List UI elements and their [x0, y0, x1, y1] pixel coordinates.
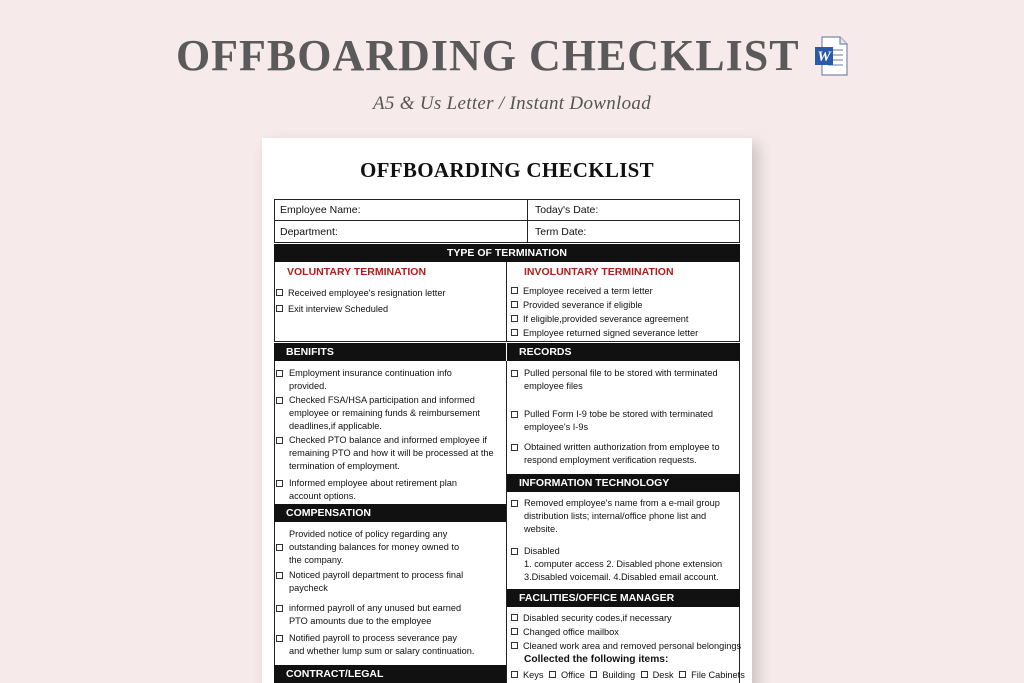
checkbox[interactable]	[276, 480, 283, 487]
list-item[interactable]: Changed office mailbox	[511, 626, 619, 639]
checkbox[interactable]	[276, 289, 283, 296]
list-item[interactable]: Removed employee's name from a e-mail group distribution lists; internal/office phone list and website.	[511, 497, 720, 536]
list-item[interactable]: Received employee's resignation letter	[276, 287, 446, 300]
banner-title: OFFBOARDING CHECKLIST	[175, 31, 800, 80]
collected-building: Building	[602, 670, 636, 680]
voluntary-title: VOLUNTARY TERMINATION	[287, 266, 427, 278]
contract-legal-header: CONTRACT/LEGAL	[274, 665, 506, 683]
checkbox[interactable]	[276, 544, 283, 551]
checkbox[interactable]	[276, 635, 283, 642]
todays-date-field[interactable]: Today's Date:	[535, 204, 599, 216]
checkbox[interactable]	[276, 397, 283, 404]
checkbox[interactable]	[276, 305, 283, 312]
list-item[interactable]: Notified payroll to process severance pay and whether lump sum or salary continuation.	[276, 632, 474, 658]
employee-name-field[interactable]: Employee Name:	[280, 204, 361, 216]
list-item[interactable]: informed payroll of any unused but earned PTO amounts due to the employee	[276, 602, 461, 628]
type-of-termination-header: TYPE OF TERMINATION	[274, 244, 740, 262]
checkbox[interactable]	[679, 671, 686, 678]
checkbox[interactable]	[276, 437, 283, 444]
checkbox[interactable]	[511, 548, 518, 555]
collected-file-cabinets: File Cabinets	[691, 670, 745, 680]
list-item[interactable]: Employment insurance continuation info provided.	[276, 367, 452, 393]
list-item[interactable]: Provided notice of policy regarding any outstanding balances for money owned to the company.	[276, 528, 459, 567]
facilities-header: FACILITIES/OFFICE MANAGER	[507, 589, 740, 607]
list-item[interactable]: Exit interview Scheduled	[276, 303, 388, 316]
list-item[interactable]: Disabled security codes,if necessary	[511, 612, 672, 625]
list-item[interactable]: If eligible,provided severance agreement	[511, 313, 688, 326]
list-item[interactable]: Pulled personal file to be stored with terminated employee files	[511, 367, 718, 393]
checkbox[interactable]	[511, 287, 518, 294]
list-item[interactable]: Employee returned signed severance letter	[511, 327, 698, 340]
list-item[interactable]: Employee received a term letter	[511, 285, 653, 298]
collected-items-row	[511, 669, 745, 682]
collected-desk: Desk	[652, 670, 674, 680]
department-field[interactable]: Department:	[280, 226, 338, 238]
checkbox[interactable]	[511, 329, 518, 336]
records-header: RECORDS	[507, 343, 740, 361]
checklist-sheet	[262, 138, 752, 683]
banner-title-row	[0, 30, 1024, 81]
involuntary-title: INVOLUNTARY TERMINATION	[524, 266, 674, 278]
list-item[interactable]: Disabled 1. computer access 2. Disabled phone extension 3.Disabled voicemail. 4.Disabled email account.	[511, 545, 722, 584]
checkbox[interactable]	[641, 671, 648, 678]
collected-office: Office	[561, 670, 585, 680]
list-item[interactable]: Obtained written authorization from employee to respond employment verification requests.	[511, 441, 720, 467]
banner-subtitle: A5 & Us Letter / Instant Download	[372, 93, 651, 114]
checkbox[interactable]	[511, 315, 518, 322]
checkbox[interactable]	[549, 671, 556, 678]
checkbox[interactable]	[511, 628, 518, 635]
checkbox[interactable]	[590, 671, 597, 678]
collected-keys: Keys	[523, 670, 544, 680]
checkbox[interactable]	[276, 605, 283, 612]
list-item[interactable]: Noticed payroll department to process final paycheck	[276, 569, 463, 595]
checkbox[interactable]	[511, 301, 518, 308]
list-item[interactable]: Pulled Form I-9 tobe be stored with terminated employee's I-9s	[511, 408, 713, 434]
benefits-header: BENIFITS	[274, 343, 506, 361]
information-technology-header: INFORMATION TECHNOLOGY	[507, 474, 740, 492]
word-doc-icon-letter: W	[817, 48, 831, 65]
list-item[interactable]: Checked FSA/HSA participation and informed employee or remaining funds & reimbursement deadlines,if applicable.	[276, 394, 480, 433]
compensation-header: COMPENSATION	[274, 504, 506, 522]
checkbox[interactable]	[511, 671, 518, 678]
checkbox[interactable]	[511, 411, 518, 418]
checkbox[interactable]	[276, 370, 283, 377]
checkbox[interactable]	[511, 370, 518, 377]
term-date-field[interactable]: Term Date:	[535, 226, 587, 238]
list-item[interactable]: Checked PTO balance and informed employee if remaining PTO and how it will be processed at the termination of employment.	[276, 434, 494, 473]
collected-items-label: Collected the following items:	[524, 654, 669, 665]
checkbox[interactable]	[511, 444, 518, 451]
list-item[interactable]: Cleaned work area and removed personal belongings	[511, 640, 741, 653]
checkbox[interactable]	[276, 572, 283, 579]
list-item[interactable]: Provided severance if eligible	[511, 299, 643, 312]
checkbox[interactable]	[511, 500, 518, 507]
sheet-title: OFFBOARDING CHECKLIST	[360, 158, 654, 182]
checkbox[interactable]	[511, 642, 518, 649]
word-doc-icon	[814, 36, 848, 76]
checkbox[interactable]	[511, 614, 518, 621]
list-item[interactable]: Informed employee about retirement plan account options.	[276, 477, 457, 503]
